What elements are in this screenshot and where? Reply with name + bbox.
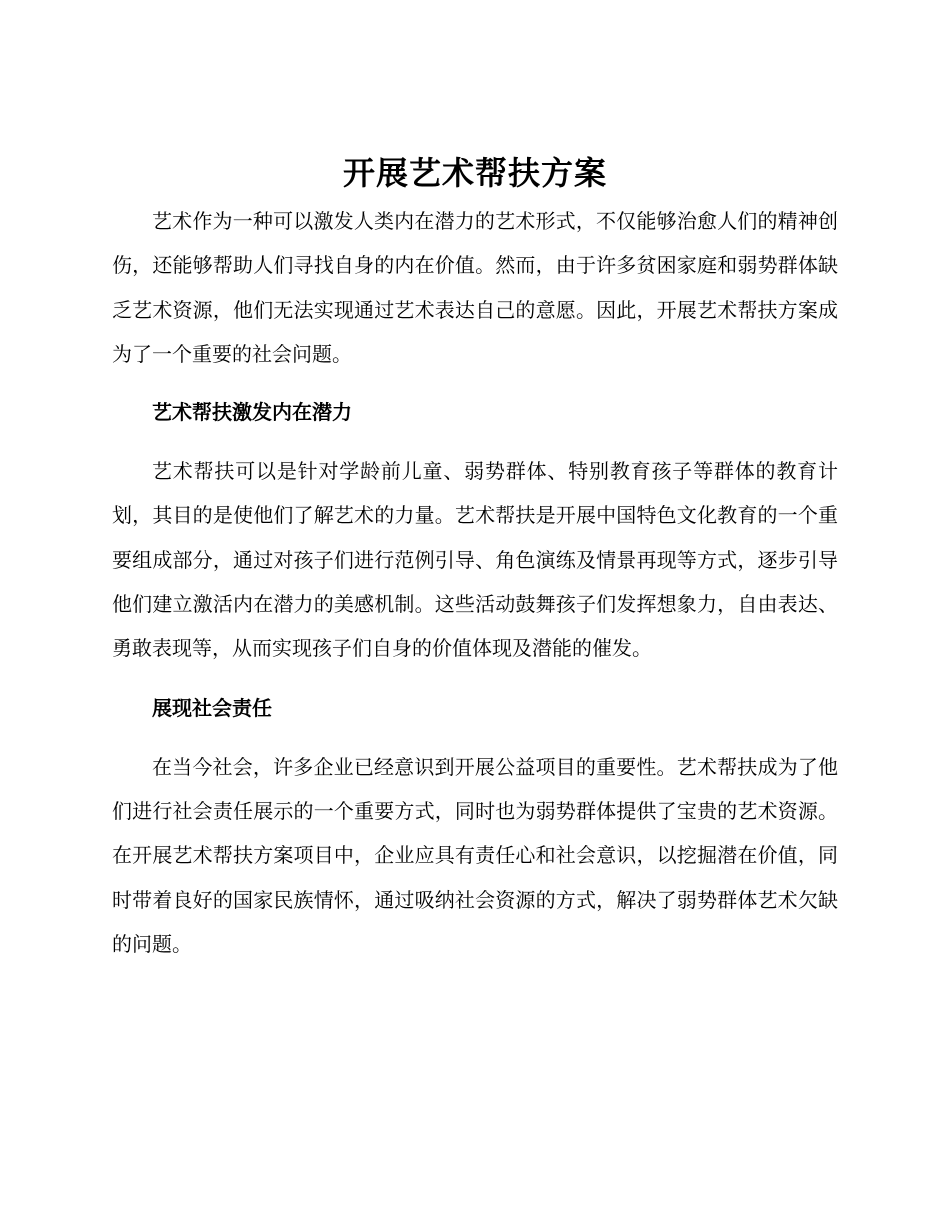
section-body-inner-potential: 艺术帮扶可以是针对学龄前儿童、弱势群体、特别教育孩子等群体的教育计划，其目的是使他们了解艺术的力量。艺术帮扶是开展中国特色文化教育的一个重要组成部分，通过对孩子们进行范例引导、角色演练及情景再现等方式，逐步引导他们建立激活内在潜力的美感机制。这些活动鼓舞孩子们发挥想象力，自由表达、勇敢表现等，从而实现孩子们自身的价值体现及潜能的催发。	[112, 459, 838, 661]
document-title: 开展艺术帮扶方案	[342, 154, 607, 192]
section-heading-inner-potential: 艺术帮扶激发内在潜力	[152, 400, 352, 425]
section-body-social-responsibility: 在当今社会，许多企业已经意识到开展公益项目的重要性。艺术帮扶成为了他们进行社会责任展示的一个重要方式，同时也为弱势群体提供了宝贵的艺术资源。在开展艺术帮扶方案项目中，企业应具有责任心和社会意识，以挖掘潜在价值，同时带着良好的国家民族情怀，通过吸纳社会资源的方式，解决了弱势群体艺术欠缺的问题。	[112, 754, 838, 956]
section-heading-social-responsibility: 展现社会责任	[152, 695, 272, 720]
intro-paragraph: 艺术作为一种可以激发人类内在潜力的艺术形式，不仅能够治愈人们的精神创伤，还能够帮助人们寻找自身的内在价值。然而，由于许多贫困家庭和弱势群体缺乏艺术资源，他们无法实现通过艺术表达自己的意愿。因此，开展艺术帮扶方案成为了一个重要的社会问题。	[112, 209, 838, 366]
